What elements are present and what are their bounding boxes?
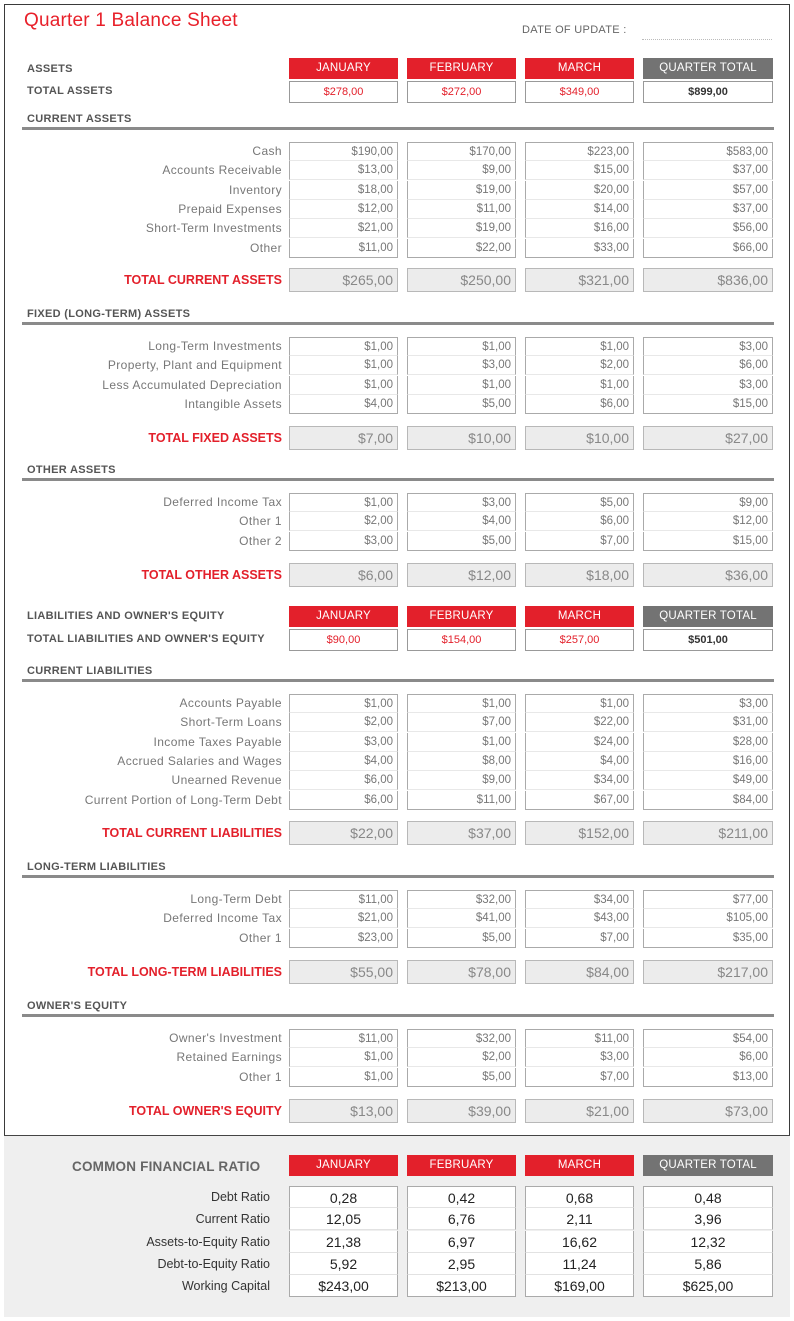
section-divider bbox=[22, 679, 774, 682]
value-cell-january[interactable]: $21,00 bbox=[289, 909, 398, 928]
value-cell-march[interactable]: $11,00 bbox=[525, 1029, 634, 1048]
ratio-value-quarter-total: $625,00 bbox=[643, 1275, 773, 1297]
section-total-quarter-total: $73,00 bbox=[643, 1099, 773, 1123]
ratio-value-march: 11,24 bbox=[525, 1253, 634, 1275]
value-cell-quarter-total[interactable]: $49,00 bbox=[643, 771, 773, 790]
value-cell-march[interactable]: $16,00 bbox=[525, 219, 634, 238]
value-cell-january[interactable]: $190,00 bbox=[289, 142, 398, 161]
value-cell-march[interactable]: $24,00 bbox=[525, 733, 634, 752]
value-cell-january[interactable]: $6,00 bbox=[289, 771, 398, 790]
ratio-value-quarter-total: 0,48 bbox=[643, 1186, 773, 1208]
section-title-fixed-long-term-assets: FIXED (LONG-TERM) ASSETS bbox=[27, 308, 191, 320]
section-divider bbox=[22, 478, 774, 481]
value-cell-february[interactable]: $9,00 bbox=[407, 161, 516, 180]
value-cell-january[interactable]: $1,00 bbox=[289, 376, 398, 395]
section-total-march: $21,00 bbox=[525, 1099, 634, 1123]
value-cell-january[interactable]: $3,00 bbox=[289, 733, 398, 752]
section-total-january: $6,00 bbox=[289, 563, 398, 587]
value-cell-february[interactable]: $5,00 bbox=[407, 532, 516, 551]
row-label: Unearned Revenue bbox=[171, 773, 282, 787]
value-cell-quarter-total[interactable]: $84,00 bbox=[643, 791, 773, 810]
assets-total-january: $278,00 bbox=[289, 81, 398, 103]
value-cell-quarter-total[interactable]: $12,00 bbox=[643, 512, 773, 531]
section-total-label: TOTAL FIXED ASSETS bbox=[148, 431, 282, 445]
value-cell-february[interactable]: $2,00 bbox=[407, 1048, 516, 1067]
section-total-february: $10,00 bbox=[407, 426, 516, 450]
ratio-value-february: 6,97 bbox=[407, 1231, 516, 1253]
section-total-label: TOTAL LONG-TERM LIABILITIES bbox=[87, 965, 282, 979]
value-cell-february[interactable]: $8,00 bbox=[407, 752, 516, 771]
section-total-quarter-total: $217,00 bbox=[643, 960, 773, 984]
value-cell-january[interactable]: $12,00 bbox=[289, 200, 398, 219]
value-cell-quarter-total[interactable]: $16,00 bbox=[643, 752, 773, 771]
ratio-header-quarter-total: QUARTER TOTAL bbox=[643, 1155, 773, 1176]
section-total-label: TOTAL OWNER'S EQUITY bbox=[129, 1104, 282, 1118]
value-cell-february[interactable]: $1,00 bbox=[407, 733, 516, 752]
value-cell-quarter-total[interactable]: $37,00 bbox=[643, 161, 773, 180]
ratio-value-january: $243,00 bbox=[289, 1275, 398, 1297]
total-liabilities-equity-label: TOTAL LIABILITIES AND OWNER'S EQUITY bbox=[27, 633, 265, 645]
value-cell-quarter-total[interactable]: $3,00 bbox=[643, 376, 773, 395]
value-cell-march[interactable]: $7,00 bbox=[525, 1068, 634, 1087]
value-cell-february[interactable]: $1,00 bbox=[407, 337, 516, 356]
value-cell-march[interactable]: $5,00 bbox=[525, 493, 634, 512]
page-title: Quarter 1 Balance Sheet bbox=[24, 10, 238, 31]
ratio-header-march: MARCH bbox=[525, 1155, 634, 1176]
assets-header-february: FEBRUARY bbox=[407, 58, 516, 79]
value-cell-february[interactable]: $3,00 bbox=[407, 356, 516, 375]
assets-total-february: $272,00 bbox=[407, 81, 516, 103]
value-cell-march[interactable]: $20,00 bbox=[525, 181, 634, 200]
value-cell-march[interactable]: $7,00 bbox=[525, 532, 634, 551]
ratio-header-january: JANUARY bbox=[289, 1155, 398, 1176]
assets-total-quarter-total: $899,00 bbox=[643, 81, 773, 103]
row-label: Income Taxes Payable bbox=[153, 735, 282, 749]
value-cell-march[interactable]: $6,00 bbox=[525, 512, 634, 531]
section-total-january: $22,00 bbox=[289, 821, 398, 845]
section-total-february: $12,00 bbox=[407, 563, 516, 587]
row-label: Inventory bbox=[229, 183, 282, 197]
section-total-february: $39,00 bbox=[407, 1099, 516, 1123]
value-cell-february[interactable]: $5,00 bbox=[407, 395, 516, 414]
row-label: Prepaid Expenses bbox=[178, 202, 282, 216]
value-cell-january[interactable]: $1,00 bbox=[289, 694, 398, 713]
row-label: Accrued Salaries and Wages bbox=[117, 754, 282, 768]
section-title-current-liabilities: CURRENT LIABILITIES bbox=[27, 665, 153, 677]
value-cell-february[interactable]: $4,00 bbox=[407, 512, 516, 531]
value-cell-february[interactable]: $7,00 bbox=[407, 713, 516, 732]
value-cell-quarter-total[interactable]: $6,00 bbox=[643, 1048, 773, 1067]
assets-heading: ASSETS bbox=[27, 63, 73, 75]
value-cell-march[interactable]: $7,00 bbox=[525, 929, 634, 948]
date-of-update-label: DATE OF UPDATE : bbox=[522, 24, 627, 36]
value-cell-february[interactable]: $19,00 bbox=[407, 181, 516, 200]
value-cell-quarter-total[interactable]: $15,00 bbox=[643, 532, 773, 551]
value-cell-quarter-total[interactable]: $66,00 bbox=[643, 239, 773, 258]
section-total-january: $265,00 bbox=[289, 268, 398, 292]
value-cell-march[interactable]: $43,00 bbox=[525, 909, 634, 928]
value-cell-quarter-total[interactable]: $9,00 bbox=[643, 493, 773, 512]
section-total-march: $84,00 bbox=[525, 960, 634, 984]
value-cell-quarter-total[interactable]: $35,00 bbox=[643, 929, 773, 948]
section-total-january: $13,00 bbox=[289, 1099, 398, 1123]
value-cell-february[interactable]: $11,00 bbox=[407, 200, 516, 219]
liabilities-total-january: $90,00 bbox=[289, 629, 398, 651]
ratio-label: Debt-to-Equity Ratio bbox=[157, 1256, 270, 1271]
row-label: Long-Term Investments bbox=[148, 339, 282, 353]
liabilities-header-quarter-total: QUARTER TOTAL bbox=[643, 606, 773, 627]
section-total-january: $55,00 bbox=[289, 960, 398, 984]
value-cell-january[interactable]: $2,00 bbox=[289, 713, 398, 732]
ratio-value-march: $169,00 bbox=[525, 1275, 634, 1297]
value-cell-quarter-total[interactable]: $28,00 bbox=[643, 733, 773, 752]
section-title-other-assets: OTHER ASSETS bbox=[27, 464, 116, 476]
row-label: Other 1 bbox=[239, 1070, 282, 1084]
ratio-value-quarter-total: 5,86 bbox=[643, 1253, 773, 1275]
value-cell-february[interactable]: $1,00 bbox=[407, 376, 516, 395]
value-cell-february[interactable]: $170,00 bbox=[407, 142, 516, 161]
section-total-march: $152,00 bbox=[525, 821, 634, 845]
financial-ratio-title: COMMON FINANCIAL RATIO bbox=[72, 1159, 261, 1174]
section-title-long-term-liabilities: LONG-TERM LIABILITIES bbox=[27, 861, 166, 873]
row-label: Other 1 bbox=[239, 931, 282, 945]
assets-total-march: $349,00 bbox=[525, 81, 634, 103]
section-divider bbox=[22, 875, 774, 878]
section-total-label: TOTAL CURRENT ASSETS bbox=[124, 273, 282, 287]
value-cell-february[interactable]: $22,00 bbox=[407, 239, 516, 258]
value-cell-march[interactable]: $1,00 bbox=[525, 337, 634, 356]
row-label: Short-Term Loans bbox=[180, 715, 282, 729]
section-title-current-assets: CURRENT ASSETS bbox=[27, 113, 132, 125]
liabilities-header-january: JANUARY bbox=[289, 606, 398, 627]
value-cell-february[interactable]: $5,00 bbox=[407, 1068, 516, 1087]
value-cell-february[interactable]: $11,00 bbox=[407, 791, 516, 810]
ratio-label: Debt Ratio bbox=[210, 1190, 270, 1204]
value-cell-january[interactable]: $11,00 bbox=[289, 239, 398, 258]
ratio-value-february: 2,95 bbox=[407, 1253, 516, 1275]
section-total-quarter-total: $27,00 bbox=[643, 426, 773, 450]
value-cell-january[interactable]: $1,00 bbox=[289, 1068, 398, 1087]
value-cell-march[interactable]: $1,00 bbox=[525, 694, 634, 713]
row-label: Other 1 bbox=[239, 514, 282, 528]
liabilities-header-february: FEBRUARY bbox=[407, 606, 516, 627]
value-cell-january[interactable]: $23,00 bbox=[289, 929, 398, 948]
ratio-value-january: 0,28 bbox=[289, 1186, 398, 1208]
section-title-owner-s-equity: OWNER'S EQUITY bbox=[27, 1000, 128, 1012]
liabilities-total-february: $154,00 bbox=[407, 629, 516, 651]
liabilities-total-march: $257,00 bbox=[525, 629, 634, 651]
date-of-update-field[interactable] bbox=[642, 39, 772, 40]
value-cell-january[interactable]: $1,00 bbox=[289, 356, 398, 375]
section-total-quarter-total: $211,00 bbox=[643, 821, 773, 845]
assets-header-january: JANUARY bbox=[289, 58, 398, 79]
ratio-value-january: 5,92 bbox=[289, 1253, 398, 1275]
value-cell-january[interactable]: $4,00 bbox=[289, 752, 398, 771]
row-label: Less Accumulated Depreciation bbox=[102, 378, 282, 392]
row-label: Owner's Investment bbox=[169, 1031, 282, 1045]
ratio-value-quarter-total: 3,96 bbox=[643, 1208, 773, 1230]
section-total-quarter-total: $836,00 bbox=[643, 268, 773, 292]
ratio-label: Current Ratio bbox=[195, 1212, 270, 1227]
value-cell-march[interactable]: $14,00 bbox=[525, 200, 634, 219]
assets-header-march: MARCH bbox=[525, 58, 634, 79]
value-cell-january[interactable]: $4,00 bbox=[289, 395, 398, 414]
ratio-value-february: 6,76 bbox=[407, 1208, 516, 1230]
section-total-february: $78,00 bbox=[407, 960, 516, 984]
value-cell-february[interactable]: $32,00 bbox=[407, 890, 516, 909]
row-label: Other bbox=[249, 241, 282, 255]
row-label: Accounts Payable bbox=[179, 696, 282, 710]
section-total-label: TOTAL OTHER ASSETS bbox=[141, 568, 282, 582]
row-label: Other 2 bbox=[239, 534, 282, 548]
ratio-value-march: 0,68 bbox=[525, 1186, 634, 1208]
section-divider bbox=[22, 322, 774, 325]
value-cell-quarter-total[interactable]: $56,00 bbox=[643, 219, 773, 238]
value-cell-march[interactable]: $2,00 bbox=[525, 356, 634, 375]
value-cell-march[interactable]: $34,00 bbox=[525, 771, 634, 790]
value-cell-january[interactable]: $1,00 bbox=[289, 1048, 398, 1067]
ratio-value-quarter-total: 12,32 bbox=[643, 1231, 773, 1253]
value-cell-quarter-total[interactable]: $105,00 bbox=[643, 909, 773, 928]
value-cell-quarter-total[interactable]: $3,00 bbox=[643, 337, 773, 356]
row-label: Current Portion of Long-Term Debt bbox=[84, 793, 282, 807]
section-divider bbox=[22, 1014, 774, 1017]
value-cell-january[interactable]: $1,00 bbox=[289, 337, 398, 356]
value-cell-january[interactable]: $21,00 bbox=[289, 219, 398, 238]
value-cell-quarter-total[interactable]: $31,00 bbox=[643, 713, 773, 732]
value-cell-february[interactable]: $32,00 bbox=[407, 1029, 516, 1048]
row-label: Accounts Receivable bbox=[162, 163, 282, 177]
value-cell-january[interactable]: $18,00 bbox=[289, 181, 398, 200]
section-total-february: $37,00 bbox=[407, 821, 516, 845]
value-cell-january[interactable]: $2,00 bbox=[289, 512, 398, 531]
value-cell-march[interactable]: $6,00 bbox=[525, 395, 634, 414]
value-cell-quarter-total[interactable]: $6,00 bbox=[643, 356, 773, 375]
section-divider bbox=[22, 127, 774, 130]
ratio-value-january: 12,05 bbox=[289, 1208, 398, 1230]
ratio-value-february: 0,42 bbox=[407, 1186, 516, 1208]
section-total-march: $10,00 bbox=[525, 426, 634, 450]
liabilities-equity-heading: LIABILITIES AND OWNER'S EQUITY bbox=[27, 610, 225, 622]
ratio-value-march: 16,62 bbox=[525, 1231, 634, 1253]
value-cell-march[interactable]: $3,00 bbox=[525, 1048, 634, 1067]
row-label: Deferred Income Tax bbox=[163, 495, 282, 509]
section-total-february: $250,00 bbox=[407, 268, 516, 292]
row-label: Property, Plant and Equipment bbox=[107, 358, 282, 372]
value-cell-quarter-total[interactable]: $13,00 bbox=[643, 1068, 773, 1087]
assets-header-quarter-total: QUARTER TOTAL bbox=[643, 58, 773, 79]
value-cell-quarter-total[interactable]: $57,00 bbox=[643, 181, 773, 200]
value-cell-january[interactable]: $3,00 bbox=[289, 532, 398, 551]
value-cell-february[interactable]: $19,00 bbox=[407, 219, 516, 238]
section-total-march: $321,00 bbox=[525, 268, 634, 292]
value-cell-quarter-total[interactable]: $37,00 bbox=[643, 200, 773, 219]
ratio-label: Assets-to-Equity Ratio bbox=[146, 1234, 270, 1249]
value-cell-january[interactable]: $11,00 bbox=[289, 890, 398, 909]
value-cell-quarter-total[interactable]: $15,00 bbox=[643, 395, 773, 414]
value-cell-march[interactable]: $223,00 bbox=[525, 142, 634, 161]
row-label: Short-Term Investments bbox=[145, 221, 282, 235]
value-cell-february[interactable]: $9,00 bbox=[407, 771, 516, 790]
value-cell-february[interactable]: $41,00 bbox=[407, 909, 516, 928]
section-total-label: TOTAL CURRENT LIABILITIES bbox=[102, 826, 282, 840]
value-cell-march[interactable]: $33,00 bbox=[525, 239, 634, 258]
value-cell-quarter-total[interactable]: $54,00 bbox=[643, 1029, 773, 1048]
liabilities-header-march: MARCH bbox=[525, 606, 634, 627]
ratio-header-february: FEBRUARY bbox=[407, 1155, 516, 1176]
value-cell-quarter-total[interactable]: $77,00 bbox=[643, 890, 773, 909]
value-cell-march[interactable]: $4,00 bbox=[525, 752, 634, 771]
value-cell-march[interactable]: $67,00 bbox=[525, 791, 634, 810]
ratio-value-january: 21,38 bbox=[289, 1231, 398, 1253]
liabilities-total-quarter-total: $501,00 bbox=[643, 629, 773, 651]
value-cell-january[interactable]: $1,00 bbox=[289, 493, 398, 512]
value-cell-quarter-total[interactable]: $583,00 bbox=[643, 142, 773, 161]
value-cell-january[interactable]: $13,00 bbox=[289, 161, 398, 180]
value-cell-march[interactable]: $15,00 bbox=[525, 161, 634, 180]
value-cell-march[interactable]: $34,00 bbox=[525, 890, 634, 909]
ratio-value-march: 2,11 bbox=[525, 1208, 634, 1230]
ratio-label: Working Capital bbox=[181, 1279, 270, 1294]
row-label: Cash bbox=[252, 144, 282, 158]
section-total-january: $7,00 bbox=[289, 426, 398, 450]
ratio-value-february: $213,00 bbox=[407, 1275, 516, 1297]
value-cell-february[interactable]: $5,00 bbox=[407, 929, 516, 948]
value-cell-march[interactable]: $22,00 bbox=[525, 713, 634, 732]
value-cell-march[interactable]: $1,00 bbox=[525, 376, 634, 395]
total-assets-label: TOTAL ASSETS bbox=[27, 85, 113, 97]
row-label: Deferred Income Tax bbox=[163, 911, 282, 925]
row-label: Retained Earnings bbox=[176, 1050, 282, 1064]
value-cell-january[interactable]: $6,00 bbox=[289, 791, 398, 810]
value-cell-january[interactable]: $11,00 bbox=[289, 1029, 398, 1048]
section-total-march: $18,00 bbox=[525, 563, 634, 587]
section-total-quarter-total: $36,00 bbox=[643, 563, 773, 587]
value-cell-quarter-total[interactable]: $3,00 bbox=[643, 694, 773, 713]
row-label: Long-Term Debt bbox=[190, 892, 282, 906]
row-label: Intangible Assets bbox=[184, 397, 282, 411]
value-cell-february[interactable]: $3,00 bbox=[407, 493, 516, 512]
value-cell-february[interactable]: $1,00 bbox=[407, 694, 516, 713]
